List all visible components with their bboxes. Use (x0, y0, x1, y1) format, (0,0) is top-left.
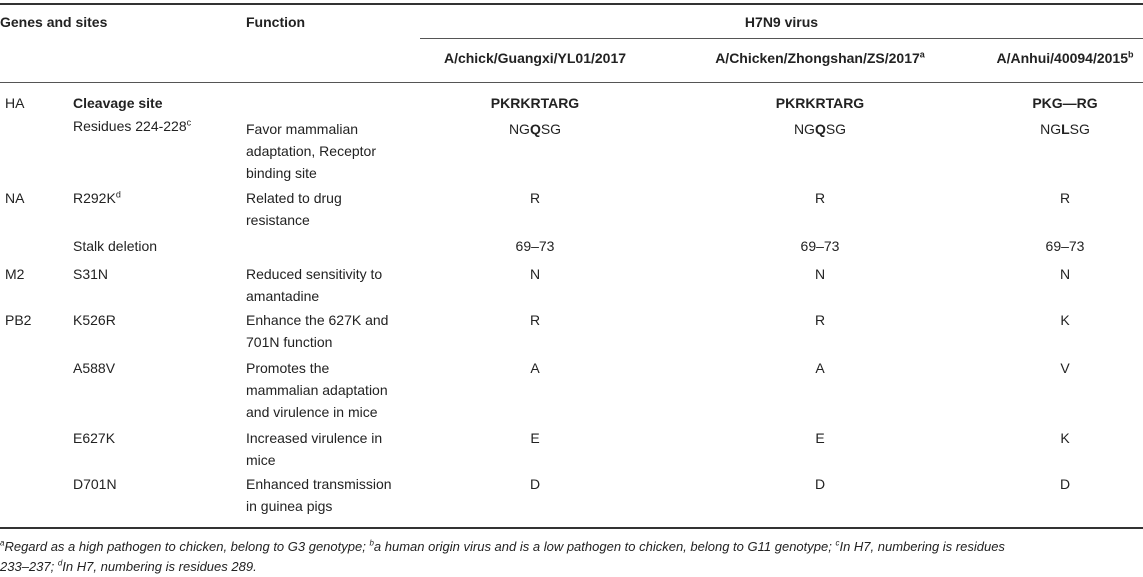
header-bottom-rule (0, 82, 1143, 83)
site-cell: Stalk deletion (73, 238, 158, 254)
value-cell-3: D (1059, 476, 1071, 492)
value-cell-1: PKRKRTARG (490, 95, 580, 111)
function-line-2: mice (246, 452, 276, 468)
site-cell: A588V (73, 360, 116, 376)
value-cell-3: V (1060, 360, 1070, 376)
gene-cell: HA (5, 95, 25, 111)
value-cell-2: 69–73 (800, 238, 840, 254)
value-cell-3: R (1059, 190, 1071, 206)
value-cell-3: K (1060, 430, 1070, 446)
function-line-2: 701N function (246, 334, 333, 350)
header-virus-group: H7N9 virus (744, 14, 819, 30)
function-line-2: amantadine (246, 288, 320, 304)
site-cell: Cleavage site (73, 95, 163, 111)
function-line-1: Enhance the 627K and (246, 312, 389, 328)
function-line-1: Promotes the (246, 360, 330, 376)
value-cell-2: E (815, 430, 825, 446)
value-cell-2: NGQSG (793, 121, 847, 137)
function-line-1: Reduced sensitivity to (246, 266, 383, 282)
function-line-2: in guinea pigs (246, 498, 333, 514)
header-strain-2: A/Chicken/Zhongshan/ZS/2017$^a$ (715, 49, 925, 66)
value-cell-2: R (814, 312, 826, 328)
header-strain-1: A/chick/Guangxi/YL01/2017 (443, 50, 627, 66)
value-cell-1: N (529, 266, 541, 282)
header-genes-sites: Genes and sites (0, 14, 108, 30)
function-line-1: Related to drug (246, 190, 342, 206)
function-line-1: Favor mammalian (246, 121, 359, 137)
value-cell-2: D (814, 476, 826, 492)
value-cell-3: K (1060, 312, 1070, 328)
value-cell-1: R (529, 312, 541, 328)
site-cell: E627K (73, 430, 116, 446)
table-footnote-line-2: 233–237; $^d$In H7, numbering is residues 289. (0, 558, 257, 574)
site-cell: Residues 224-228$^c$ (73, 117, 192, 134)
value-cell-1: NGQSG (508, 121, 562, 137)
table-bottom-rule (0, 527, 1143, 529)
value-cell-1: A (530, 360, 540, 376)
site-cell: D701N (73, 476, 117, 492)
value-cell-3: 69–73 (1045, 238, 1085, 254)
value-cell-3: PKG—RG (1032, 95, 1098, 111)
gene-cell: PB2 (5, 312, 32, 328)
header-strain-3: A/Anhui/40094/2015$^b$ (996, 49, 1134, 66)
function-line-1: Enhanced transmission (246, 476, 392, 492)
value-cell-2: R (814, 190, 826, 206)
value-cell-1: 69–73 (515, 238, 555, 254)
value-cell-2: N (814, 266, 826, 282)
value-cell-2: A (815, 360, 825, 376)
site-cell: K526R (73, 312, 116, 328)
value-cell-1: E (530, 430, 540, 446)
table-footnote: $^a$Regard as a high pathogen to chicken, belong to G3 genotype; $^b$a human origin virus and is a low pathogen to chicken, belong to G11 genotype; $^c$In H7, numbering is residues (0, 538, 1005, 554)
value-cell-3: N (1059, 266, 1071, 282)
value-cell-3: NGLSG (1040, 121, 1090, 137)
function-line-2: mammalian adaptation (246, 382, 388, 398)
gene-cell: NA (5, 190, 25, 206)
value-cell-1: D (529, 476, 541, 492)
site-cell: $R292K^d$ (73, 189, 121, 206)
table-top-rule (0, 3, 1143, 5)
function-line-2: resistance (246, 212, 310, 228)
site-cell: S31N (73, 266, 109, 282)
value-cell-2: PKRKRTARG (775, 95, 865, 111)
function-line-3: binding site (246, 165, 317, 181)
header-function: Function (246, 14, 306, 30)
value-cell-1: R (529, 190, 541, 206)
header-group-rule (420, 38, 1143, 39)
function-line-1: Increased virulence in (246, 430, 383, 446)
gene-cell: M2 (5, 266, 25, 282)
function-line-2: adaptation, Receptor (246, 143, 376, 159)
function-line-3: and virulence in mice (246, 404, 378, 420)
